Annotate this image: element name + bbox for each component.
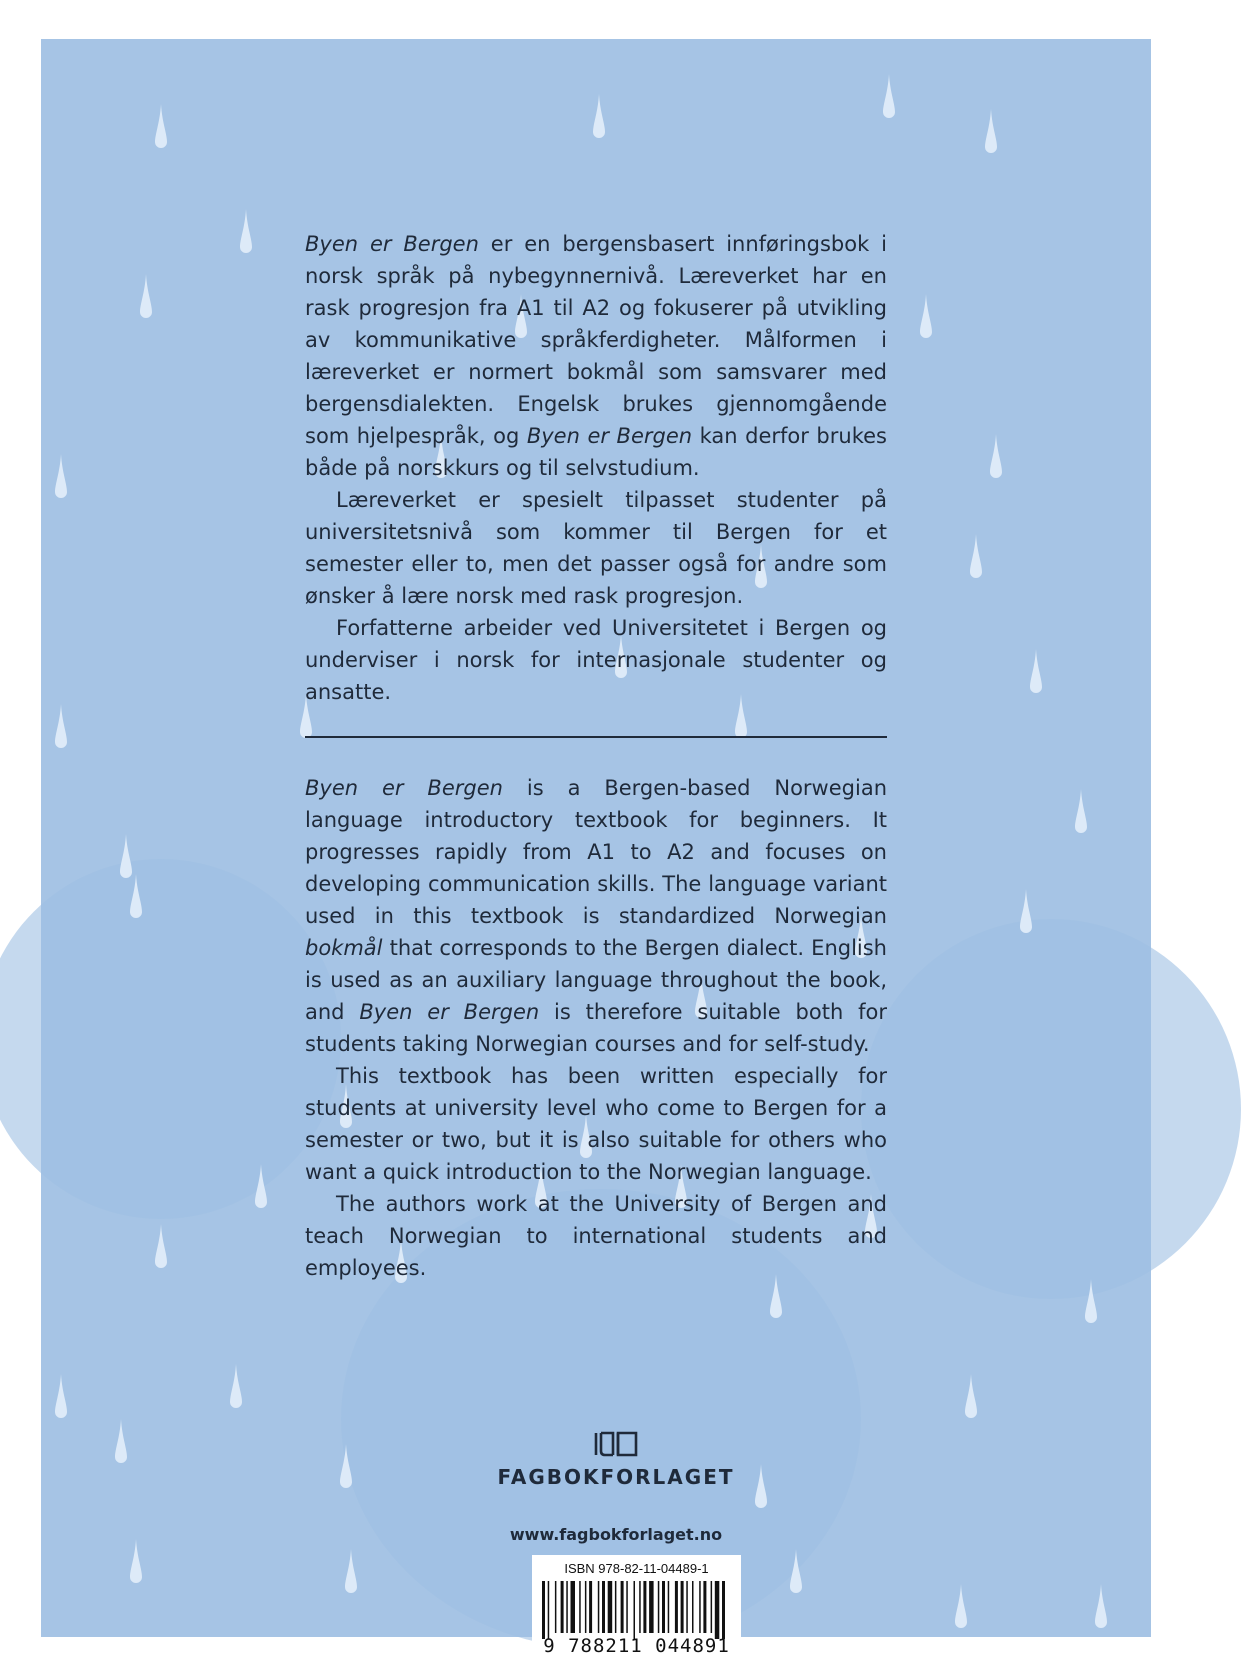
barcode-bar [542, 1581, 545, 1639]
barcode-digits: 9 788211 044891 [543, 1635, 730, 1657]
raindrop [155, 104, 167, 148]
raindrop [990, 434, 1002, 478]
raindrop [1030, 649, 1042, 693]
barcode-bar [662, 1581, 665, 1633]
raindrop [140, 274, 152, 318]
raindrop [985, 109, 997, 153]
book-title: Byen er Bergen [305, 232, 479, 256]
raindrop [120, 834, 132, 878]
isbn-label: ISBN 978-82-11-04489-1 [564, 1561, 709, 1576]
raindrop [55, 454, 67, 498]
raindrop [790, 1549, 802, 1593]
barcode-bar [626, 1581, 628, 1633]
isbn-barcode [532, 1555, 741, 1661]
raindrop [255, 1164, 267, 1208]
raindrop [920, 294, 932, 338]
norwegian-paragraph-2: Læreverket er spesielt tilpasset studenter på universitetsnivå som kommer til Bergen for et semester eller to, men det passer også for andre som ønsker å lære norsk med rask progresjon. [305, 488, 887, 608]
book-logo-icon [593, 1429, 639, 1459]
raindrop [55, 1374, 67, 1418]
barcode-bar [686, 1581, 688, 1633]
raindrop [883, 74, 895, 118]
barcode-bar [589, 1581, 592, 1633]
barcode-bar [658, 1581, 660, 1633]
raindrop [955, 1584, 967, 1628]
barcode-bar [615, 1581, 617, 1633]
barcode-bar [598, 1581, 600, 1633]
barcode-bar [639, 1581, 641, 1633]
raindrop [130, 1539, 142, 1583]
barcode-bar [675, 1581, 678, 1633]
english-paragraph-1: Byen er Bergen is a Bergen-based Norwegian language introductory textbook for beginners. It progresses rapidly from A1 to A2 and focuses on developing communication skills. The language variant used in this textbook is standardized Norwegian bokmål that corresponds to the Bergen dialect. English is used as an auxiliary language throughout the book, and Byen er Bergen is therefore suitable both for students taking Norwegian courses and for self-study. [305, 776, 887, 1056]
raindrop [230, 1364, 242, 1408]
raindrop [1085, 1279, 1097, 1323]
barcode-bar [608, 1581, 613, 1633]
norwegian-paragraph-1: Byen er Bergen er en bergensbasert innføringsbok i norsk språk på nybegynnernivå. Læreverket har en rask progresjon fra A1 til A2 og fokuserer på utvikling av kommunikative språkferdigheter. Målformen i læreverket er normert bokmål som samsvarer med bergensdialekten. Engelsk brukes gjennomgående som hjelpespråk, og Byen er Bergen kan derfor brukes både på norskkurs og til selvstudium. [305, 232, 887, 480]
back-cover [41, 39, 1151, 1657]
barcode-bars [538, 1581, 735, 1639]
barcode-bar [649, 1581, 654, 1633]
barcode-bar [566, 1581, 568, 1633]
barcode-bar [634, 1581, 636, 1639]
barcode-bar [561, 1581, 564, 1633]
book-title: Byen er Bergen [359, 1000, 540, 1024]
raindrop [755, 1464, 767, 1508]
publisher-name: FAGBOKFORLAGET [497, 1465, 735, 1489]
barcode-bar [571, 1581, 576, 1633]
raindrop [55, 704, 67, 748]
barcode-bar [711, 1581, 713, 1633]
barcode-bar [668, 1581, 670, 1633]
barcode-bar [715, 1581, 720, 1639]
raindrop [965, 1374, 977, 1418]
barcode-bar [602, 1581, 605, 1633]
english-paragraph-2: This textbook has been written especially for students at university level who come to Bergen for a semester or two, but it is also suitable for others who want a quick introduction to the Norwegian language. [305, 1064, 887, 1184]
barcode-bar [681, 1581, 684, 1633]
norwegian-paragraph-3: Forfatterne arbeider ved Universitetet i Bergen og underviser i norsk for internasjonale studenter og ansatte. [305, 616, 887, 704]
book-title: Byen er Bergen [526, 424, 693, 448]
description-norwegian-and-english [305, 228, 887, 1284]
barcode-bar [692, 1581, 694, 1633]
book-title: Byen er Bergen [305, 776, 503, 800]
raindrop [345, 1549, 357, 1593]
barcode-bar [585, 1581, 587, 1633]
raindrop [1020, 889, 1032, 933]
barcode-bar [643, 1581, 646, 1633]
raindrop [1095, 1584, 1107, 1628]
publisher-block [491, 1429, 741, 1489]
raindrop [593, 94, 605, 138]
section-divider [305, 736, 887, 738]
english-paragraph-3: The authors work at the University of Bergen and teach Norwegian to international students and employees. [305, 1192, 887, 1280]
barcode-bar [555, 1581, 557, 1633]
raindrop [155, 1224, 167, 1268]
barcode-bar [621, 1581, 624, 1633]
raindrop [340, 1444, 352, 1488]
raindrop [1075, 789, 1087, 833]
raindrop [130, 874, 142, 918]
raindrop [240, 209, 252, 253]
barcode-bar [699, 1581, 701, 1633]
raindrop [970, 534, 982, 578]
barcode-bar [579, 1581, 581, 1633]
barcode-bar [703, 1581, 706, 1633]
barcode-bar [722, 1581, 725, 1639]
publisher-url: www.fagbokforlaget.no [509, 1525, 723, 1544]
raindrop [115, 1419, 127, 1463]
barcode-bar [548, 1581, 550, 1639]
